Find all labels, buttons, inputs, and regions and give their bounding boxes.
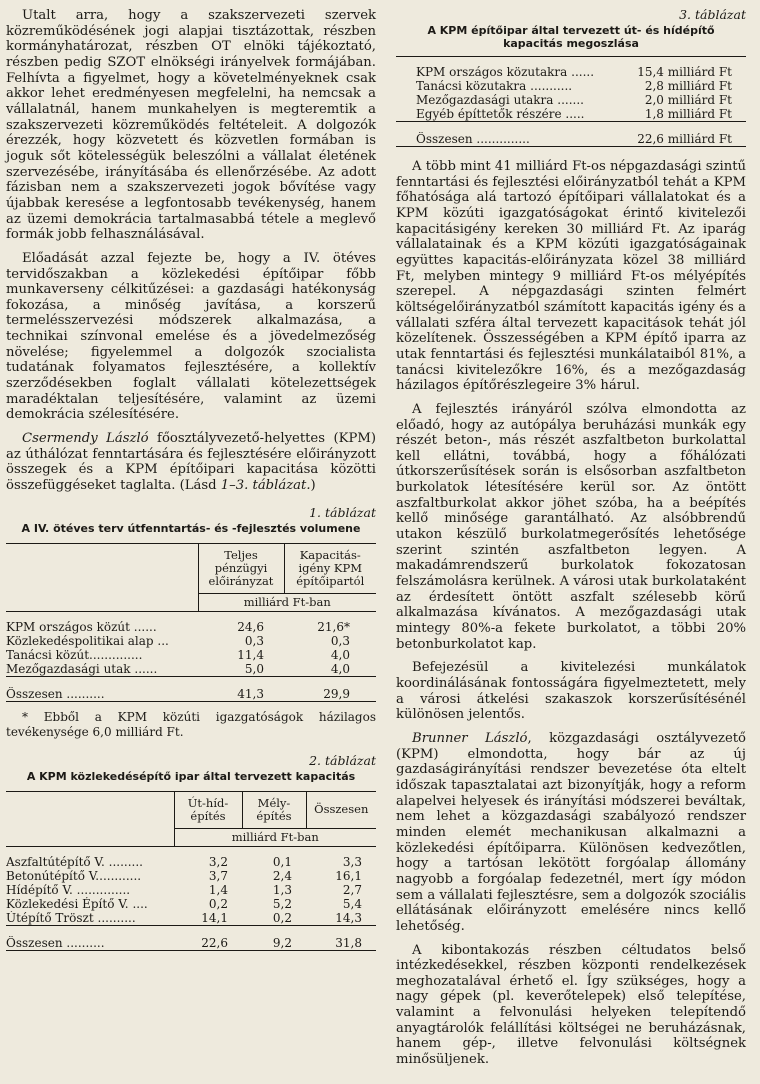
table-row: Közlekedéspolitikai alap ... 0,3 0,3	[6, 633, 350, 648]
paragraph: A több mint 41 milliárd Ft-os népgazdasági szintű fenntartási és fejlesztési előirányzatból tehát a KPM főhatósága alá tartozó építőipari vállalatokat és a KPM közúti igazgatóságokat érintő kivitelezői kapacitásigény kereken 30 milliárd Ft. Az iparág vállalatainak és a KPM közúti igazgatóságainak együttes kapacitás-előirányzata közel 38 milliárd Ft, melyben mintegy 9 milliárd Ft-os mélyépítés szerepel. A népgazdasági szinten felmért költségelőirányzatból számított kapacitás igény és a vállalati szféra által tervezett kapacitások tehát jól közelítenek. Összességében a KPM építő iparra az utak fenntartási és fejlesztési munkálataiból 81%, a tanácsi kivitelezőkre 16%, és a mezőgazdaság házilagos építőrészlegeire 3% hárul.	[396, 159, 746, 394]
paragraph-text: , közgazdasági osztályvezető (KPM) elmondotta, hogy bár az új gazdaságirányítási rendszer bevezetése óta eltelt időszak tapasztalatai azt bizonyítják, hogy a reform alapelvei helyesek és irányítási módszerei beváltak, nem lehet a közgazdasági szabályozó rendszer minden elemét mechanikusan alkalmazni a közlekedési építőiparra. Különösen kedvezőtlen, hogy a tartósan lekötött forgóalap állomány nagyobb a forgóalap fedezetnél, mert így módon sem a vállalati fejlesztésre, sem a dolgozók szociális ellátásának előirányzott emelésére nincs kellő lehetőség.	[396, 730, 746, 934]
paragraph: A kibontakozás részben céltudatos belső intézkedésekkel, részben központi rendelkezések meghozatalával érhető el. Így szükséges, hogy a nagy gépek (pl. keverőtelepek) első telepítése, valamint a felvonulási helyeken telepítendő anyagtárolók felállítási költségei ne beruházásnak, hanem gép-, illetve felvonulási költségnek minősüljenek.	[396, 942, 746, 1068]
column-header: Összesen	[306, 791, 376, 828]
table-row: KPM országos közutakra ...... 15,4 milliárd Ft	[416, 65, 732, 79]
table-row: KPM országos közút ...... 24,6 21,6*	[6, 619, 350, 634]
unit-row	[6, 593, 376, 611]
table-row: Mezőgazdasági utak ...... 5,0 4,0	[6, 661, 350, 676]
table-number: 3. táblázat	[679, 7, 746, 22]
table-1	[6, 543, 376, 704]
unit-label: milliárd Ft-ban	[198, 593, 376, 611]
paragraph	[6, 431, 376, 494]
left-column	[6, 8, 376, 953]
paragraph: Befejezésül a kivitelezési munkálatok koordinálásának fontosságára figyelmeztetett, mely a városi átkelési szakaszok korszerűsítésénél különösen jelentős.	[396, 660, 746, 723]
speaker-name: Brunner László	[412, 730, 528, 746]
table-number: 1. táblázat	[309, 504, 376, 520]
table-2	[6, 791, 376, 953]
table-row: Tanácsi közutakra ........... 2,8 milliárd Ft	[416, 79, 732, 93]
table-title: A IV. ötéves terv útfenntartás- és -fejlesztés volumene	[21, 521, 361, 535]
table-title: A KPM építőipar által tervezett út- és hídépítő kapacitás megoszlása	[427, 24, 715, 50]
table-total-row: Összesen .............. 22,6 milliárd Ft	[416, 132, 732, 146]
unit-label: milliárd Ft-ban	[174, 828, 376, 846]
table-row: Egyéb építtetők részére ..... 1,8 milliárd Ft	[416, 107, 732, 121]
table-row: Aszfaltútépítő V. ......... 3,2 0,1 3,3	[6, 854, 362, 869]
paragraph	[396, 731, 746, 935]
table-total-row: Összesen .......... 41,3 29,9	[6, 686, 350, 701]
table-row: Hídépítő V. .............. 1,4 1,3 2,7	[6, 882, 362, 897]
column-header: Kapacitás-igény KPM építőipartól	[284, 543, 376, 593]
column-header: Út-híd-építés	[174, 791, 242, 828]
table-3	[396, 56, 746, 149]
table-total-row: Összesen .......... 22,6 9,2 31,8	[6, 935, 362, 950]
table-row: Betonútépítő V............ 3,7 2,4 16,1	[6, 868, 362, 883]
paragraph: Utalt arra, hogy a szakszervezeti szervek közreműködésének jogi alapjai tisztázottak, részben kormányhatározat, részben OT elnöki tájékoztató, részben pedig SZOT elnökségi irányelvek formájában. Felhívta a figyelmet, hogy a követelményeknek csak akkor lehet eredményesen megfelelni, ha nemcsak a vállalatnál, hanem munkahelyen is megteremtik a szakszervezeti közreműködés feltételeit. A dolgozók érezzék, hogy közvetett és közvetlen formában is joguk sőt kötelességük beleszólni a vállalat életének szervezésébe, irányításába és ellenőrzésébe. Az adott fázisban nem a szakszervezeti jogok bővítése vagy újabbak keresése a legfontosabb tevékenység, hanem az üzemi demokrácia tartalmasabbá tétele a meglevő formák jobb felhasználásával.	[6, 8, 376, 243]
column-header: Mély-építés	[242, 791, 306, 828]
paragraph-text: )	[310, 478, 316, 494]
speaker-name: Csermendy László	[22, 431, 149, 447]
table-row: Közlekedési Építő V. .... 0,2 5,2 5,4	[6, 896, 362, 911]
table-header	[6, 791, 376, 828]
table-number: 2. táblázat	[309, 752, 376, 768]
table-row: Tanácsi közút.............. 11,4 4,0	[6, 647, 350, 662]
table-footnote: * Ebből a KPM közúti igazgatóságok házilagos tevékenysége 6,0 milliárd Ft.	[6, 709, 376, 739]
unit-row	[6, 828, 376, 846]
column-header: Teljes pénzügyi előirányzat	[198, 543, 284, 593]
table-row: Útépítő Tröszt .......... 14,1 0,2 14,3	[6, 910, 362, 925]
paragraph: A fejlesztés irányáról szólva elmondotta az előadó, hogy az autópálya beruházási munkák egy részét beton-, más részét aszfaltbeton burkolattal kell ellátni, továbbá, hogy a főhálózati útkorszerűsítések során is elsősorban aszfaltbeton burkolatok létesítésére kerül sor. Az öntött aszfaltburkolat akkor jöhet szóba, ha a beépítés kellő minősége garantálható. Az alsóbbrendű utakon készülő burkolatmegerősítés lehetősége szerint szintén aszfaltbeton legyen. A makadámrendszerű burkolatok fokozatosan felszámolásra kerülnek. A városi utak burkolataként az érdesített öntött aszfalt szélesebb körű alkalmazása kívánatos. A mezőgazdasági utak mintegy 80%-a fekete burkolatot, a többi 20% betonburkolatot kap.	[396, 401, 746, 652]
table-header	[6, 543, 376, 593]
paragraph: Előadását azzal fejezte be, hogy a IV. ötéves tervidőszakban a közlekedési építőipar főbb munkaverseny célkitűzései: a gazdasági hatékonyság fokozása, a minőség javítása, a korszerű termelésszervezési módszerek alkalmazása, a technikai színvonal emelése és a jövedelmezőség növelése; figyelemmel a dolgozók szocialista tudatának folyamatos fejlesztésére, a kollektív szerződésekben foglalt vállalati kötelezettségek maradéktalan teljesítésére, valamint az üzemi demokrácia szélesítésére.	[6, 250, 376, 423]
right-column	[396, 8, 746, 1068]
table-reference: 1–3. táblázat.	[220, 478, 311, 494]
paragraph-text: főosztályvezető-helyettes (KPM) az úthálózat fenntartására és fejlesztésére előirányzott összegek és a KPM építőipari kapacitása közötti összefüggéseket taglalta. (Lásd	[6, 431, 376, 494]
table-title: A KPM közlekedésépítő ipar által tervezett kapacitás	[26, 769, 356, 783]
table-row: Mezőgazdasági utakra ....... 2,0 milliárd Ft	[416, 93, 732, 107]
